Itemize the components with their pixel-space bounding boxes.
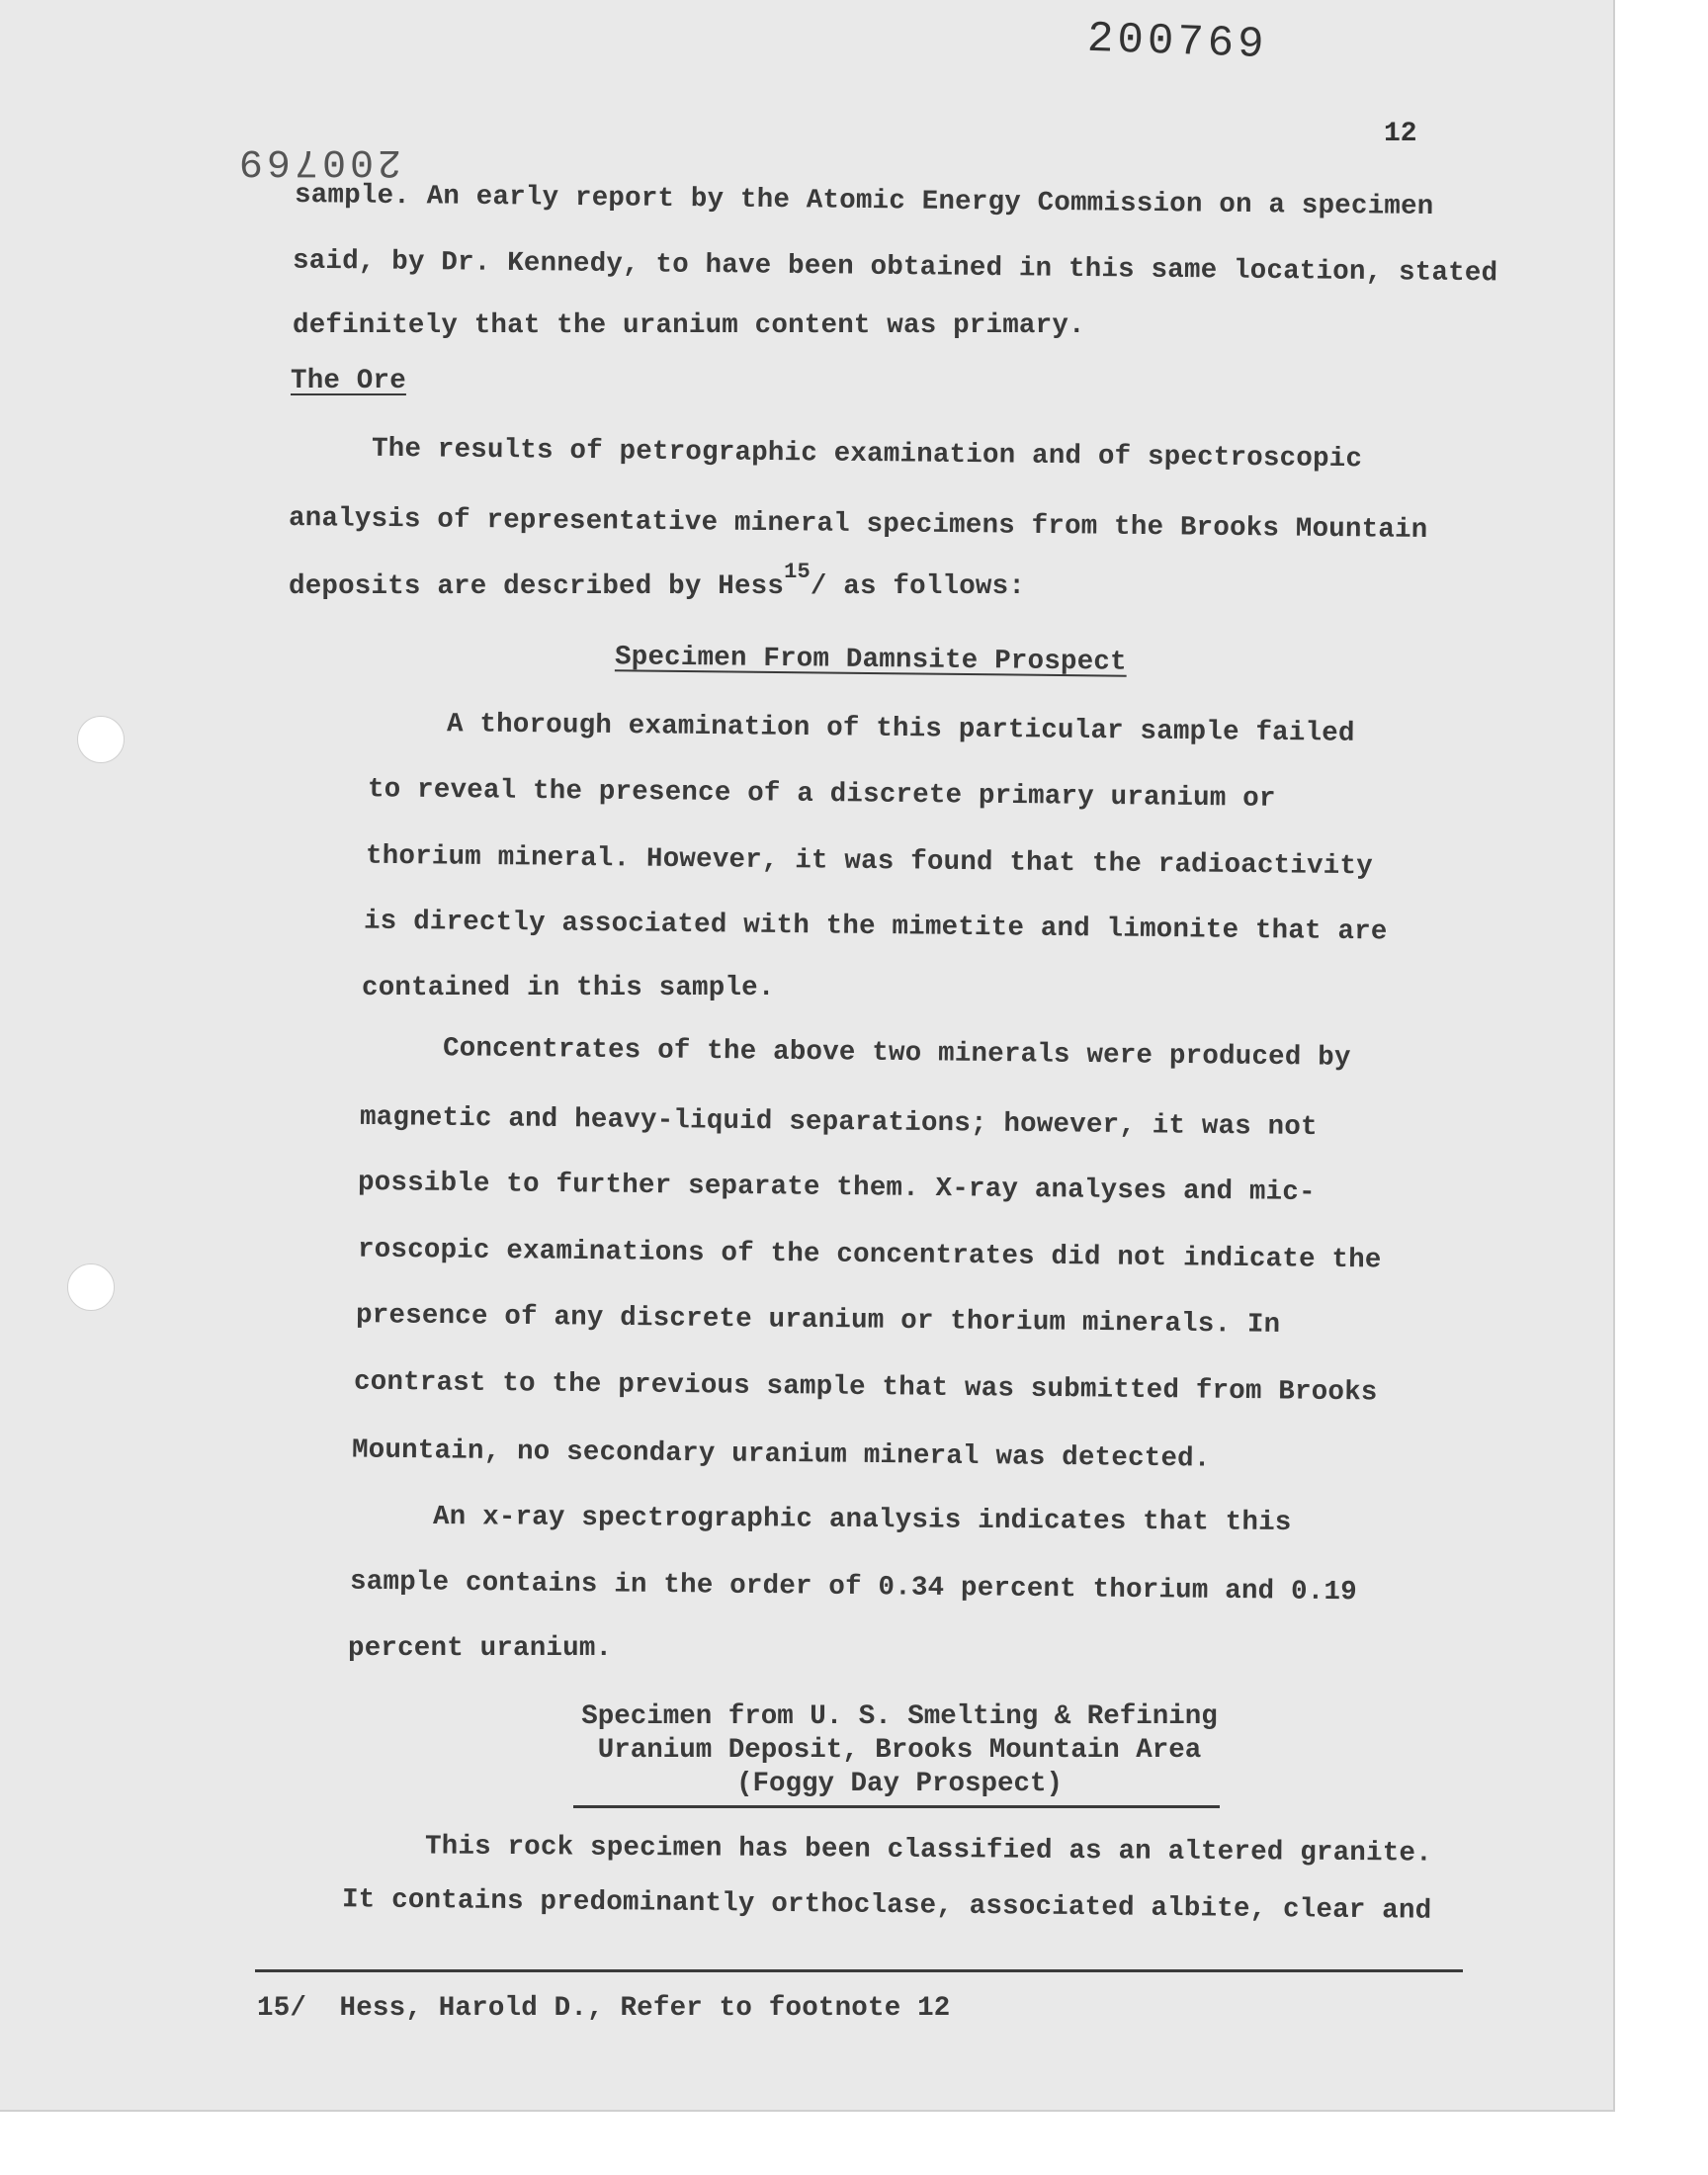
heading-line: Uranium Deposit, Brooks Mountain Area [597, 1735, 1202, 1766]
text-line: to reveal the presence of a discrete primary uranium or [367, 774, 1276, 815]
text-line: Concentrates of the above two minerals were produced by [442, 1033, 1351, 1074]
text-line: sample. An early report by the Atomic Energy Commission on a specimen [294, 179, 1434, 223]
text-line: It contains predominantly orthoclase, associated albite, clear and [341, 1884, 1432, 1927]
footnote-marker: 15/ [257, 1993, 307, 2024]
text-line: roscopic examinations of the concentrates did not indicate the [357, 1234, 1382, 1276]
specimen-heading-foggy-day [573, 1700, 1226, 1801]
text-line: definitely that the uranium content was primary. [293, 310, 1085, 341]
text-line: An x-ray spectrographic analysis indicates that this [432, 1501, 1292, 1539]
heading-line: Specimen from U. S. Smelting & Refining [581, 1701, 1218, 1732]
text-line: The results of petrographic examination and of spectroscopic [371, 433, 1363, 476]
punch-hole-top [77, 716, 125, 763]
footnote-reference: 15 [784, 560, 811, 584]
text-line: possible to further separate them. X-ray analyses and mic- [357, 1167, 1316, 1209]
text-span: deposits are described by Hess [289, 571, 785, 602]
text-line [289, 560, 1026, 602]
footnote [257, 1993, 951, 2024]
page-number: 12 [1384, 119, 1417, 149]
footnote-text: Hess, Harold D., Refer to footnote 12 [339, 1993, 951, 2024]
text-line: sample contains in the order of 0.34 percent thorium and 0.19 [349, 1566, 1358, 1609]
document-stamp-number: 200769 [1086, 14, 1269, 71]
text-line: presence of any discrete uranium or thorium minerals. In [355, 1300, 1281, 1341]
text-line: contrast to the previous sample that was submitted from Brooks [353, 1366, 1378, 1409]
footnote-divider [255, 1969, 1463, 1972]
text-line: A thorough examination of this particular sample failed [446, 709, 1355, 749]
text-line: This rock specimen has been classified as an altered granite. [424, 1831, 1432, 1870]
text-line: Mountain, no secondary uranium mineral was detected. [351, 1435, 1211, 1475]
section-heading-damnsite: Specimen From Damnsite Prospect [614, 642, 1127, 678]
text-line: is directly associated with the mimetite and limonite that are [363, 906, 1388, 948]
text-line: magnetic and heavy-liquid separations; however, it was not [359, 1101, 1318, 1144]
text-line: contained in this sample. [362, 973, 775, 1003]
section-heading-the-ore: The Ore [291, 366, 406, 396]
text-line: percent uranium. [348, 1633, 613, 1664]
document-stamp-number-rotated: 200769 [235, 138, 402, 183]
text-line: thorium mineral. However, it was found that the radioactivity [365, 840, 1374, 883]
text-span: / as follows: [810, 571, 1026, 602]
heading-underline [573, 1805, 1220, 1808]
heading-line: (Foggy Day Prospect) [735, 1769, 1064, 1799]
text-line: analysis of representative mineral specimens from the Brooks Mountain [288, 502, 1428, 547]
punch-hole-bottom [67, 1263, 115, 1311]
text-line: said, by Dr. Kennedy, to have been obtained in this same location, stated [292, 245, 1498, 290]
